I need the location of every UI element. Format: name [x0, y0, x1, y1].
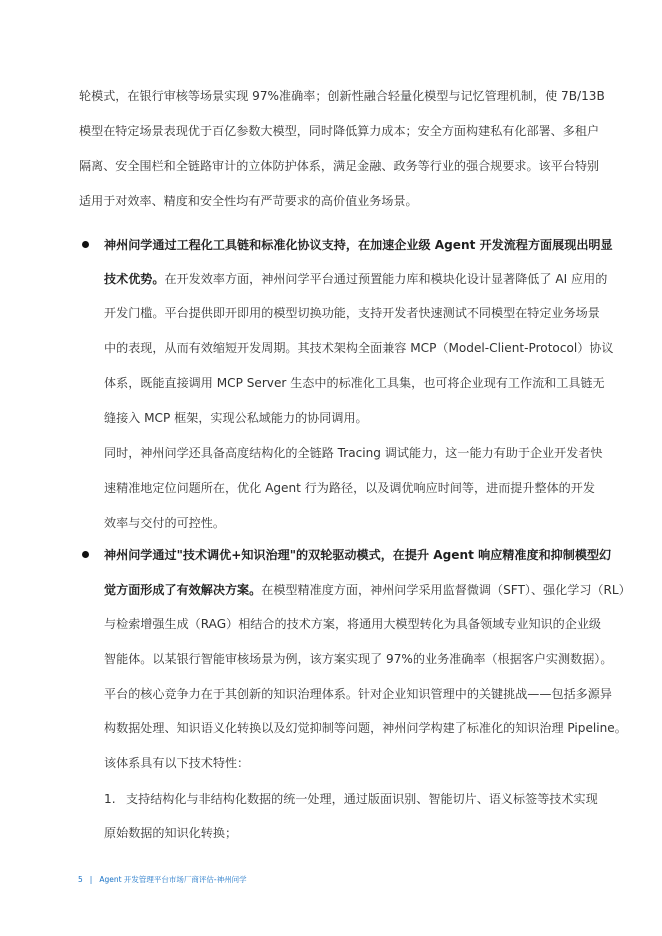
bullet1-line-2 — [104, 271, 607, 287]
bullet1-para2-line-1: 同时，神州问学还具备高度结构化的全链路 Tracing 调试能力，这一能力有助于企业开发者快 — [104, 446, 603, 460]
intro-line-4: 适用于对效率、精度和安全性均有严苛要求的高价值业务场景。 — [79, 194, 418, 208]
bullet2-line-5: 平台的核心竞争力在于其创新的知识治理体系。针对企业知识管理中的关键挑战——包括多源异 — [104, 687, 612, 701]
bullet1-line-6: 缝接入 MCP 框架，实现公私域能力的协同调用。 — [104, 411, 368, 425]
list-item-1-line-1: 支持结构化与非结构化数据的统一处理，通过版面识别、智能切片、语义标签等技术实现 — [126, 792, 598, 806]
intro-line-3: 隔离、安全围栏和全链路审计的立体防护体系，满足金融、政务等行业的强合规要求。该平台特别 — [79, 159, 600, 173]
bullet1-para2-line-2: 速精准地定位问题所在，优化 Agent 行为路径，以及调优响应时间等，进而提升整体的开发 — [104, 481, 595, 495]
page-footer — [78, 874, 247, 885]
bullet1-para2-line-3: 效率与交付的可控性。 — [104, 516, 225, 530]
bullet2-line-7: 该体系具有以下技术特性： — [104, 756, 250, 770]
bullet1-heading-line-1: 神州问学通过工程化工具链和标准化协议支持，在加速企业级 Agent 开发流程方面展现出明显 — [104, 238, 613, 252]
page-number: 5 — [78, 875, 83, 884]
bullet-dot-1 — [82, 241, 89, 248]
intro-line-2: 模型在特定场景表现优于百亿参数大模型，同时降低算力成本；安全方面构建私有化部署、多租户 — [79, 124, 600, 138]
footer-title: Agent 开发管理平台市场厂商评估-神州问学 — [99, 875, 247, 884]
bullet1-heading-end: 技术优势。 — [104, 272, 165, 286]
bullet1-line-5: 体系，既能直接调用 MCP Server 生态中的标准化工具集，也可将企业现有工作流和工具链无 — [104, 376, 605, 390]
bullet2-line-2-text: 在模型精准度方面，神州问学采用监督微调（SFT）、强化学习（RL） — [261, 583, 631, 597]
intro-line-1: 轮模式，在银行审核等场景实现 97%准确率；创新性融合轻量化模型与记忆管理机制，使 7B/13B — [79, 89, 605, 103]
bullet2-heading-line-1: 神州问学通过"技术调优+知识治理"的双轮驱动模式，在提升 Agent 响应精准度和抑制模型幻 — [104, 548, 612, 562]
bullet-dot-2 — [82, 551, 89, 558]
bullet2-line-4: 智能体。以某银行智能审核场景为例，该方案实现了 97%的业务准确率（根据客户实测数据）。 — [104, 652, 613, 666]
bullet1-line-3: 开发门槛。平台提供即开即用的模型切换功能，支持开发者快速测试不同模型在特定业务场景 — [104, 306, 600, 320]
bullet1-line-2-text: 在开发效率方面，神州问学平台通过预置能力库和模块化设计显著降低了 AI 应用的 — [164, 272, 608, 286]
bullet2-line-2 — [104, 582, 631, 598]
bullet2-heading-end: 觉方面形成了有效解决方案。 — [104, 583, 262, 597]
bullet2-line-3: 与检索增强生成（RAG）相结合的技术方案，将通用大模型转化为具备领域专业知识的企业级 — [104, 617, 602, 631]
bullet2-line-6: 构数据处理、知识语义化转换以及幻觉抑制等问题，神州问学构建了标准化的知识治理 Pipeline。 — [104, 721, 627, 735]
bullet1-line-4: 中的表现，从而有效缩短开发周期。其技术架构全面兼容 MCP（Model-Client-Protocol）协议 — [104, 341, 614, 355]
footer-separator: | — [89, 875, 93, 884]
list-item-number: 1. — [104, 792, 116, 806]
list-item-1-line-2: 原始数据的知识化转换； — [104, 826, 238, 840]
